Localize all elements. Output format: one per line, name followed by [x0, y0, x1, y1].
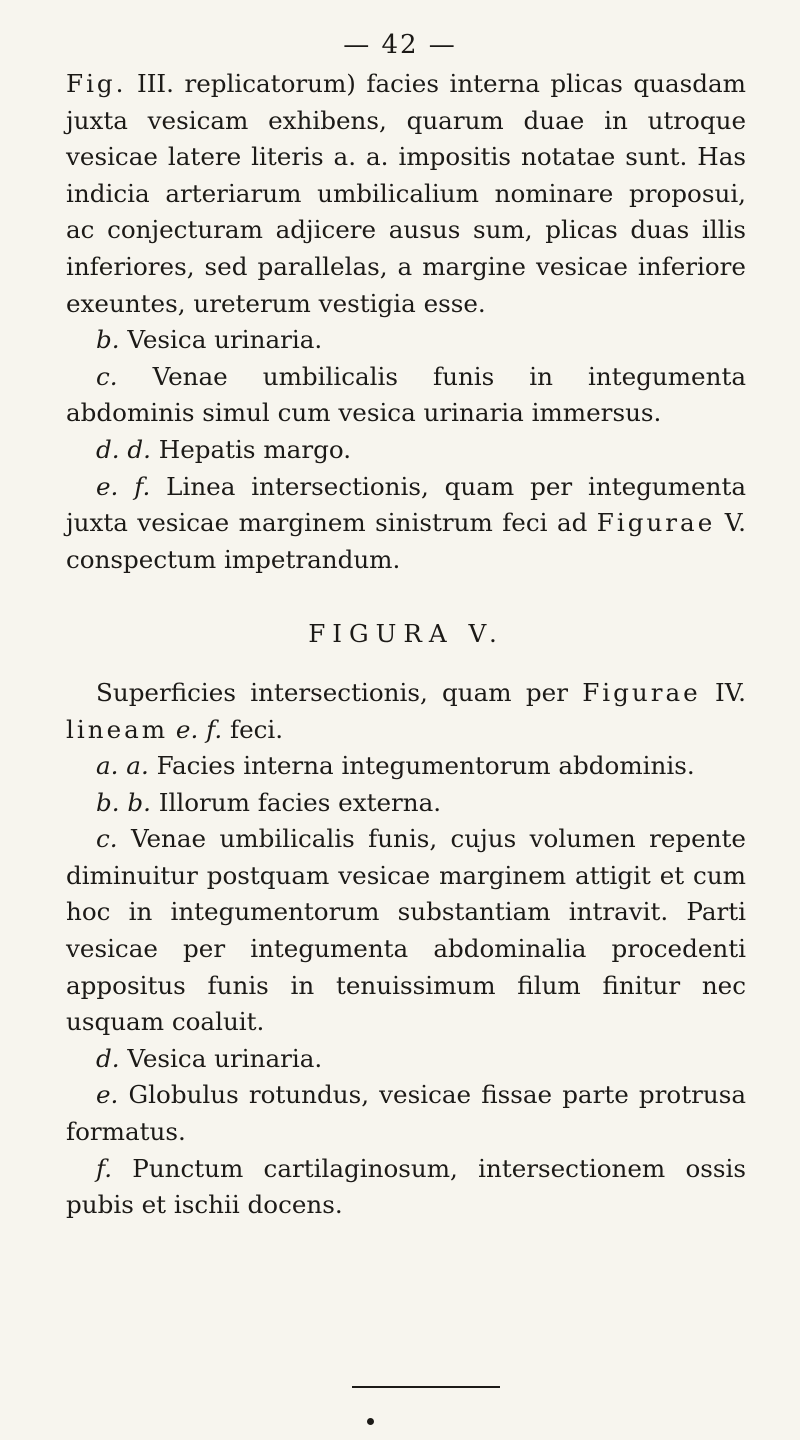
legend-item-dd [66, 432, 746, 469]
legend-text: Linea intersectionis, quam per integumenta juxta vesicae marginem sinistrum feci ad [66, 471, 746, 538]
legend-text: Vesica urinaria. [119, 325, 323, 355]
paragraph-text: Superficies intersectionis, quam per [96, 677, 583, 707]
legend-letter: d. d. [96, 434, 151, 464]
legend-text: Punctum cartilaginosum, intersectionem ossis pubis et ischii docens. [66, 1153, 746, 1220]
legend-item-c2 [66, 821, 746, 1041]
legend-item-c [66, 359, 746, 432]
legend-letter: e. f. [96, 471, 151, 501]
paragraph-text: feci. [222, 714, 284, 744]
legend-text: Illorum facies externa. [150, 787, 442, 817]
legend-item-aa [66, 748, 746, 785]
legend-text: Venae umbilicalis funis, cujus volumen repente diminuitur postquam vesicae marginem attigit et cum hoc in integumentorum substantiam intravit. Parti vesicae per integumenta abdominalia procedenti appositus funis in tenuissimum filum finitur nec usquam coaluit. [66, 824, 746, 1037]
legend-text: Venae umbilicalis funis in integumenta abdominis simul cum vesica urinaria immersus. [66, 361, 746, 428]
paragraph-text: III. replicatorum) facies interna plicas quasdam juxta vesicam exhibens, quarum duae in utroque vesicae latere literis a. a. impositis notatae sunt. Has indicia arteriarum umbilicalium nominare proposui, ac conjecturam adjicere ausus sum, plicas duas illis inferiores, sed parallelas, a margine vesicae inferiore exeuntes, ureterum vestigia esse. [66, 69, 746, 318]
spaced-word: Figurae [596, 508, 716, 538]
legend-item-e [66, 1077, 746, 1150]
end-rule [352, 1386, 500, 1388]
legend-letter: b. [96, 325, 120, 355]
legend-text: Facies interna integumentorum abdominis. [148, 751, 695, 781]
legend-item-d [66, 1041, 746, 1078]
paragraph-text: IV. [700, 677, 747, 707]
legend-letter: a. a. [96, 751, 149, 781]
fig-label: Fig. [66, 69, 127, 98]
legend-item-ef [66, 469, 746, 579]
legend-text: Globulus rotundus, vesicae fissae parte protrusa formatus. [66, 1080, 746, 1147]
legend-letter: c. [96, 361, 118, 391]
legend-item-bb [66, 785, 746, 822]
legend-letter: d. [96, 1043, 120, 1073]
legend-letter: e. [96, 1080, 119, 1110]
legend-letter: c. [96, 824, 118, 854]
legend-text-end: V. conspectum impetrandum. [66, 508, 746, 574]
legend-letter: b. b. [96, 787, 151, 817]
legend-item-b [66, 322, 746, 359]
paragraph-fig-iii [66, 66, 746, 322]
page-number: — 42 — [343, 30, 457, 60]
legend-text: Vesica urinaria. [119, 1043, 323, 1073]
ink-dot [367, 1418, 374, 1425]
paragraph-fig-v-intro [66, 675, 746, 748]
legend-letter: e. f. [168, 714, 223, 744]
legend-item-f [66, 1151, 746, 1224]
legend-text: Hepatis margo. [150, 434, 352, 464]
spaced-word: Figurae [582, 677, 701, 707]
body-text [66, 66, 746, 1224]
spaced-word: lineam [66, 714, 169, 744]
legend-letter: f. [96, 1153, 113, 1183]
section-heading: FIGURA V. [308, 619, 504, 649]
